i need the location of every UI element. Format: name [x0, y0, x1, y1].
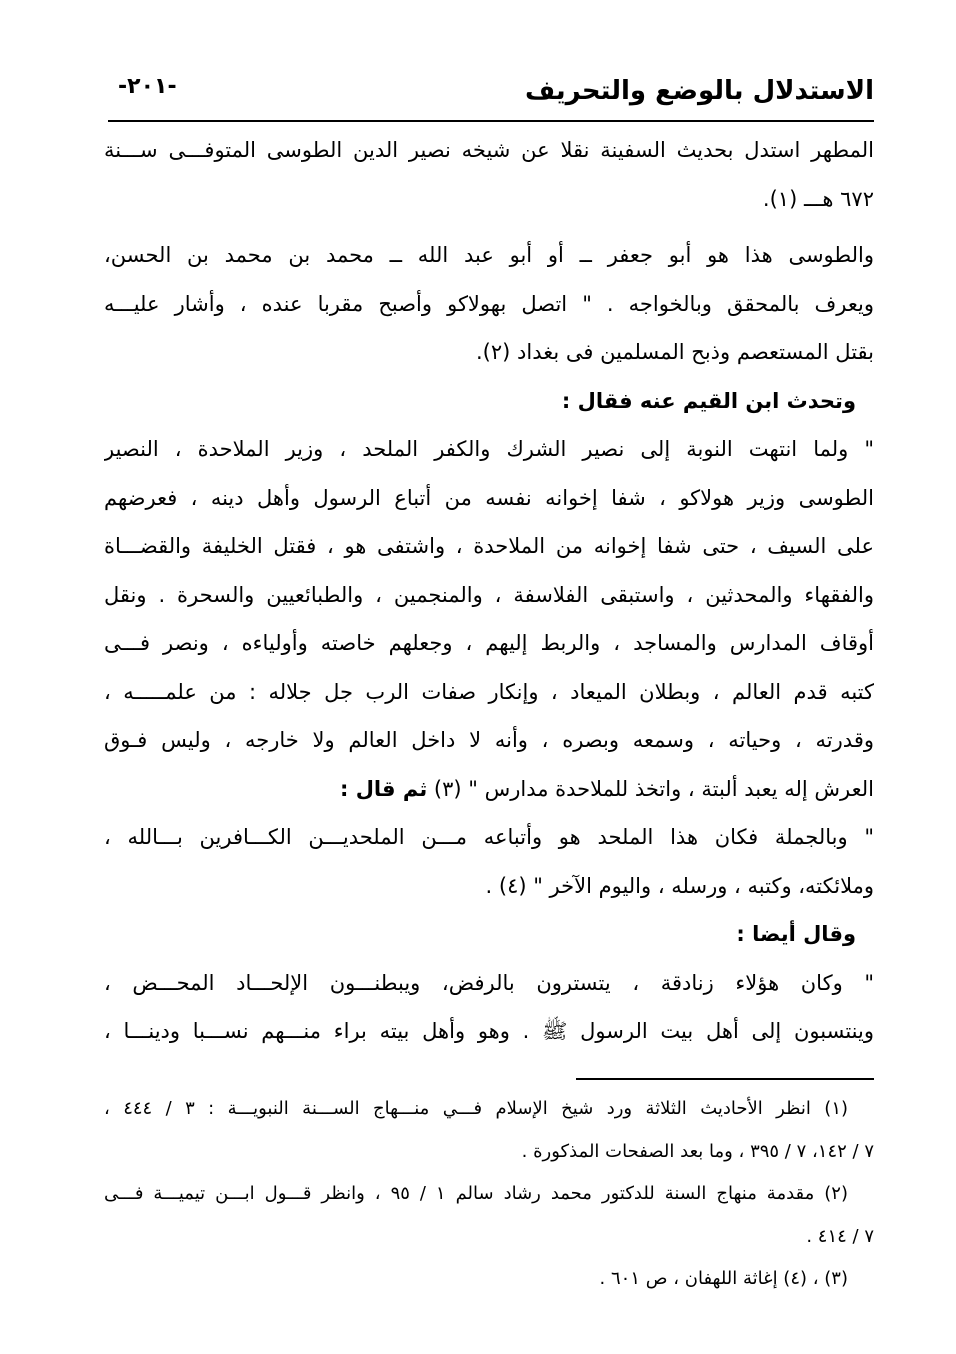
footnote-line: (٣) ، (٤) إغاثة اللهفان ، ص ٦٠١ .: [599, 1268, 848, 1289]
text-line: ٦٧٢ هـــ (١).: [762, 186, 874, 211]
inline-heading: ثم قال :: [339, 776, 428, 801]
text-line: على السيف ، حتى شفا إخوانه من الملاحدة ، واشتفى هو ، فقتل الخليفة والقضـــاة: [104, 534, 874, 558]
page-number: -٢٠١-: [118, 74, 177, 99]
text-line: " ولما انتهت النوبة إلى نصير الشرك والكفر الملحد ، وزير الملاحدة ، النصير: [104, 437, 874, 461]
section-heading: وتحدث ابن القيم عنه فقال :: [561, 388, 856, 413]
body-text: [104, 126, 874, 1056]
text-line: والطوسى هذا هو أبو جعفر ــ أو أبو عبد الله ــ محمد بن محمد بن الحسن،: [104, 243, 874, 267]
text-line: كتبه قدم العالم ، وبطلان الميعاد ، وإنكار صفات الرب جل جلاله : من علمـــــه ،: [104, 679, 874, 704]
footnote-line: ٧ / ٤١٤ .: [806, 1225, 874, 1247]
text-line: بقتل المستعصم وذبح المسلمين فى بغداد (٢).: [475, 340, 874, 364]
running-title: الاستدلال بالوضع والتحريف: [524, 76, 874, 106]
text-line: [104, 765, 874, 814]
text-span: العرش إله يعبد ألبتة ، واتخذ للملاحدة مدارس " (٣): [433, 776, 874, 801]
footnote-separator: [576, 1078, 874, 1080]
footnotes: [104, 1088, 874, 1301]
text-line: والفقهاء والمحدثين ، واستبقى الفلاسفة ، والمنجمين ، والطبائعيين والسحرة . ونقل: [104, 582, 874, 607]
text-line: ويعرف بالمحقق وبالخواجه . " اتصل بهولاكو وأصبح مقربا عنده ، وأشار عليـــه: [104, 291, 874, 316]
text-line: وقدرته ، وحياته ، وسمعه وبصره ، وأنه لا داخل العالم ولا خارجه ، وليس فـوق: [104, 728, 874, 752]
footnote-line: (١) انظر الأحاديث الثلاثة ورد شيخ الإسلام فـــي منـــهاج الســـنة النبويـــة : ٣ / ٤٤٤ ،: [104, 1098, 849, 1119]
section-heading: وقال أيضا :: [736, 922, 856, 946]
text-line: وينتسبون إلى أهل بيت الرسول ﷺ . وهو وأهل بيته براء منـــهم نســـبا ودينـــا ،: [104, 1019, 874, 1043]
text-line: أوقاف المدارس والمساجد ، والربط إليهم ، وجعلهم خاصته وأولياءه ، ونصر فـــى: [104, 631, 874, 655]
text-line: وملائكته، وكتبه ، ورسله ، واليوم الآخر " (٤) .: [485, 873, 874, 898]
footnote-line: ٧ / ١٤٢، ٧ / ٣٩٥ ، وما بعد الصفحات المذكورة .: [521, 1140, 874, 1162]
text-line: الطوسى وزير هولاكو ، شفا إخوانه نفسه من أتباع الرسول وأهل دينه ، فعرضهم: [104, 485, 874, 510]
text-line: " وبالجملة فكان هذا الملحد هو وأتباعه مـــن الملحديـــن الكـــافرين بـــالله ،: [104, 825, 874, 849]
text-line: المطهر استدل بحديث السفينة نقلا عن شيخه نصير الدين الطوسى المتوفـــى ســـنة: [104, 138, 874, 162]
text-line: " وكان هؤلاء زنادقة ، يتسترون بالرفض، ويبطنـــون الإلحـــاد المحـــض ،: [104, 970, 874, 995]
page-header: [108, 70, 874, 122]
footnote-line: (٢) مقدمة منهاج السنة للدكتور محمد رشاد سالم ١ / ٩٥ ، وانظر قـــول ابـــن تيميـــة فـــى: [104, 1183, 848, 1204]
